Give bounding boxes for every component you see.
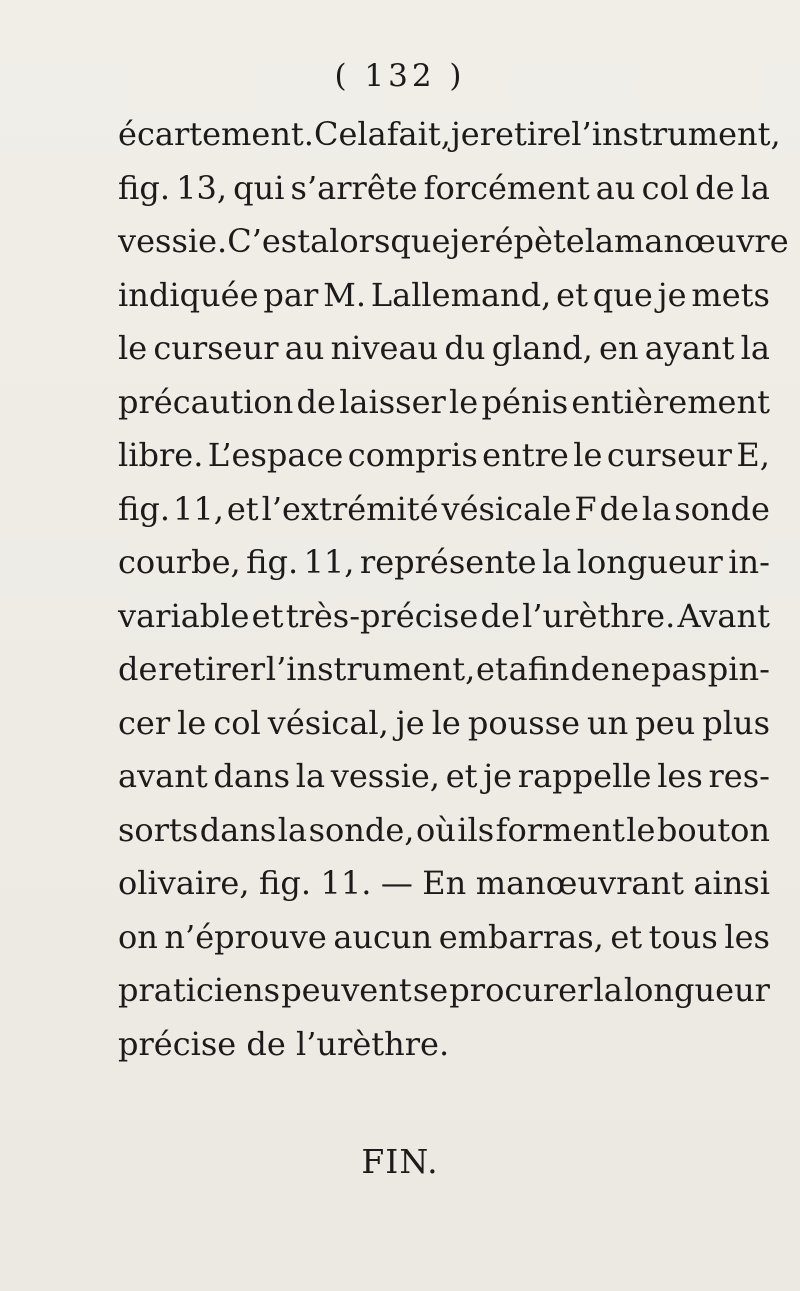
word: Avant xyxy=(677,596,770,635)
word: avant xyxy=(118,757,208,795)
word: les xyxy=(724,917,770,956)
text-line xyxy=(118,536,770,590)
word: et xyxy=(556,275,588,314)
word: un xyxy=(587,703,629,742)
text-line xyxy=(118,964,770,1018)
word: je xyxy=(657,275,687,314)
word: ils xyxy=(457,810,495,849)
word: dans xyxy=(199,810,277,849)
word: cer xyxy=(118,703,171,742)
word: col xyxy=(641,168,689,207)
word: et xyxy=(445,757,478,795)
word: la xyxy=(593,971,623,1009)
end-marker: FIN. xyxy=(361,1142,439,1181)
word: praticiens xyxy=(118,971,281,1009)
word: En xyxy=(422,864,467,902)
word: tous xyxy=(648,917,718,956)
word: procurer xyxy=(449,971,593,1009)
word: — xyxy=(380,864,413,902)
word: je xyxy=(450,115,480,153)
word: le xyxy=(431,703,461,742)
word: 11, xyxy=(303,543,355,581)
word: la xyxy=(542,543,572,581)
word: Cela xyxy=(313,115,387,153)
word: longueur xyxy=(623,971,770,1009)
word: retire xyxy=(479,115,572,153)
word: longueur xyxy=(576,543,723,581)
text-line xyxy=(118,590,770,644)
word: n’éprouve xyxy=(164,917,327,956)
word: en xyxy=(598,329,639,367)
word: s’arrête xyxy=(290,168,418,207)
text-line xyxy=(118,162,770,216)
text-line xyxy=(118,108,781,162)
word: le xyxy=(118,329,148,367)
word: et xyxy=(251,596,284,635)
text-line: précise de l’urèthre. xyxy=(118,1024,450,1063)
word: le xyxy=(449,382,479,421)
word: entre xyxy=(482,436,569,474)
word: le xyxy=(626,810,656,849)
word: laisser xyxy=(339,382,446,421)
word: sorts xyxy=(118,810,199,849)
text-line xyxy=(118,857,770,911)
word: la xyxy=(740,329,770,367)
word: F xyxy=(574,489,597,528)
word: afin xyxy=(508,650,570,688)
word: de xyxy=(296,382,336,421)
word: la xyxy=(295,757,326,795)
word: fig. xyxy=(259,864,311,902)
word: C’est xyxy=(227,222,311,260)
text-line xyxy=(118,322,770,376)
word: la xyxy=(584,222,615,260)
word: niveau xyxy=(330,329,439,367)
word: je xyxy=(450,222,480,260)
word: se xyxy=(412,971,449,1009)
word: ayant xyxy=(644,329,735,367)
word: l’instrument, xyxy=(265,650,476,688)
word: écartement. xyxy=(118,115,314,153)
word: que xyxy=(592,275,653,314)
text-line xyxy=(118,215,789,269)
text-line xyxy=(118,643,770,697)
word: et xyxy=(226,489,259,528)
word: peuvent xyxy=(281,971,412,1009)
word: variable xyxy=(118,596,250,635)
word: alors xyxy=(310,222,391,260)
word: retirer xyxy=(158,650,266,688)
page-number: ( 132 ) xyxy=(334,58,466,94)
word: l’extrémité xyxy=(261,489,439,528)
word: au xyxy=(595,168,636,207)
word: de xyxy=(599,489,639,528)
word: embarras, xyxy=(438,917,604,956)
word: ne xyxy=(610,650,651,688)
word: les xyxy=(657,757,703,795)
text-line xyxy=(118,483,770,537)
word: olivaire, xyxy=(118,864,250,902)
word: au xyxy=(284,329,325,367)
text-line xyxy=(118,429,770,483)
word: je xyxy=(395,703,425,742)
word: fig. xyxy=(118,489,170,528)
word: sonde xyxy=(674,489,770,528)
word: manœuvre xyxy=(614,222,789,260)
word: rappelle xyxy=(517,757,652,795)
word: de xyxy=(570,650,610,688)
word: manœuvrant xyxy=(475,864,684,902)
word: forcément xyxy=(423,168,590,207)
word: col xyxy=(213,703,261,742)
word: Lallemand, xyxy=(370,275,552,314)
word: répète xyxy=(479,222,585,260)
word: vessie. xyxy=(118,222,228,260)
word: 13, xyxy=(176,168,227,207)
word: plus xyxy=(702,703,770,742)
word: de xyxy=(480,596,520,635)
word: fig. xyxy=(246,543,299,581)
word: l’instrument, xyxy=(571,115,781,153)
word: la xyxy=(277,810,308,849)
word: ainsi xyxy=(693,864,770,902)
word: pas xyxy=(651,650,707,688)
text-line xyxy=(118,376,770,430)
word: vésical, xyxy=(267,703,389,742)
word: E, xyxy=(736,436,770,474)
word: le xyxy=(177,703,207,742)
word: curseur xyxy=(606,436,732,474)
word: par xyxy=(263,275,319,314)
word: le xyxy=(573,436,603,474)
text-line xyxy=(118,269,770,323)
word: libre. xyxy=(118,436,204,474)
word: dans xyxy=(213,757,291,795)
word: mets xyxy=(691,275,770,314)
word: précaution xyxy=(118,382,294,421)
word: courbe, xyxy=(118,543,241,581)
text-line xyxy=(118,911,770,965)
word: l’urèthre. xyxy=(522,596,676,635)
word: on xyxy=(118,917,158,956)
word: fig. xyxy=(118,168,170,207)
text-line xyxy=(118,750,770,804)
word: bouton xyxy=(656,810,770,849)
word: M. xyxy=(323,275,367,314)
word: compris xyxy=(347,436,478,474)
word: la xyxy=(740,168,770,207)
word: et xyxy=(610,917,643,956)
word: pin- xyxy=(707,650,770,688)
word: 11, xyxy=(172,489,224,528)
word: 11. xyxy=(320,864,372,902)
word: entièrement xyxy=(571,382,770,421)
word: aucun xyxy=(333,917,433,956)
word: que xyxy=(390,222,451,260)
body-text xyxy=(118,108,789,1071)
word: pousse xyxy=(467,703,580,742)
word: vésicale xyxy=(441,489,572,528)
word: vessie, xyxy=(330,757,440,795)
word: forment xyxy=(495,810,625,849)
word: où xyxy=(415,810,456,849)
word: représente xyxy=(359,543,537,581)
word: gland, xyxy=(491,329,593,367)
word: curseur xyxy=(153,329,279,367)
text-line xyxy=(118,804,770,858)
word: sonde, xyxy=(308,810,415,849)
word: très-précise xyxy=(285,596,479,635)
word: res- xyxy=(708,757,770,795)
word: du xyxy=(444,329,486,367)
word: peu xyxy=(635,703,696,742)
word: qui xyxy=(233,168,285,207)
text-line xyxy=(118,697,770,751)
word: indiquée xyxy=(118,275,259,314)
word: L’espace xyxy=(207,436,344,474)
word: in- xyxy=(728,543,770,581)
word: de xyxy=(695,168,735,207)
word: la xyxy=(641,489,672,528)
word: pénis xyxy=(481,382,569,421)
word: je xyxy=(483,757,513,795)
word: de xyxy=(118,650,158,688)
word: fait, xyxy=(386,115,451,153)
word: et xyxy=(476,650,508,688)
